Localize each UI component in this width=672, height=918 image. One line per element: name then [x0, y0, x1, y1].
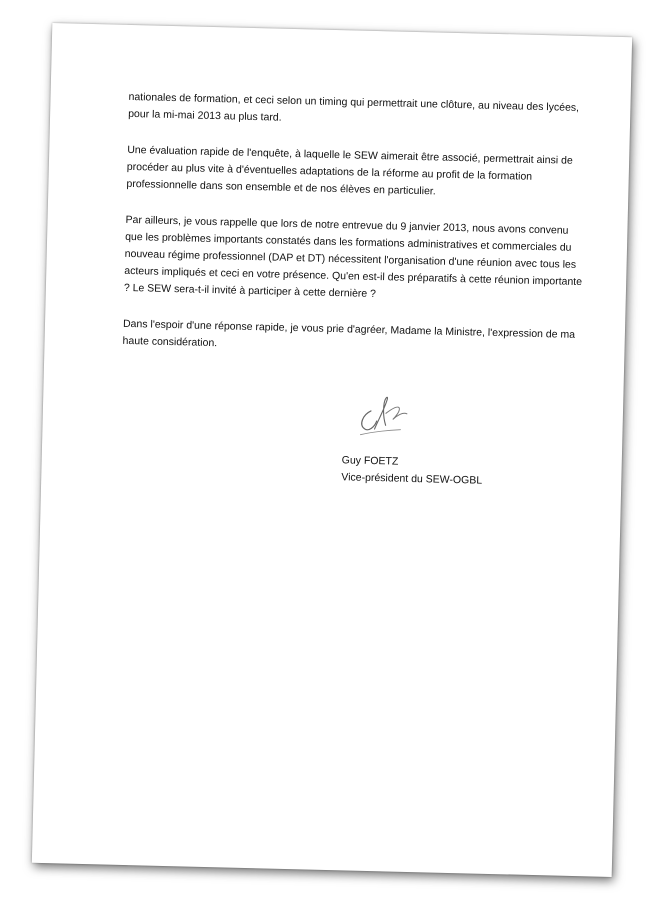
paragraph-formation-timing: nationales de formation, et ceci selon un timing qui permettrait une clôture, au niveau des lycées, pour la mi-mai 2013 au plus tard. — [128, 90, 580, 124]
letter-body — [122, 89, 589, 380]
paragraph-closing: Dans l'espoir d'une réponse rapide, je vous prie d'agréer, Madame la Ministre, l'expression de ma haute considération. — [122, 317, 576, 350]
signature-block — [341, 388, 543, 491]
paragraph-evaluation: Une évaluation rapide de l'enquête, à laquelle le SEW aimerait être associé, permettrait ainsi de procéder au plus vite à d'éventuelles adaptations de la réforme au profit de la formation professionnelle dans son ensemble et de nos élèves en particulier. — [126, 143, 573, 198]
letter-page — [32, 23, 632, 877]
signer-name: Guy FOETZ — [341, 454, 399, 468]
handwritten-signature-icon — [352, 389, 419, 441]
paragraph-meeting-request: Par ailleurs, je vous rappelle que lors de notre entrevue du 9 janvier 2013, nous avons convenu que les problèmes importants constatés dans les formations administratives et commerciales du nouveau régime professionnel (DAP et DT) nécessitent l'organisation d'une réunion avec tous les acteurs impliqués et ceci en votre présence. Qu'en est-il des préparatifs à cette réunion importante ? Le SEW sera-t-il invité à participer à cette dernière ? — [123, 213, 583, 301]
signer-title: Vice-président du SEW-OGBL — [341, 471, 483, 487]
